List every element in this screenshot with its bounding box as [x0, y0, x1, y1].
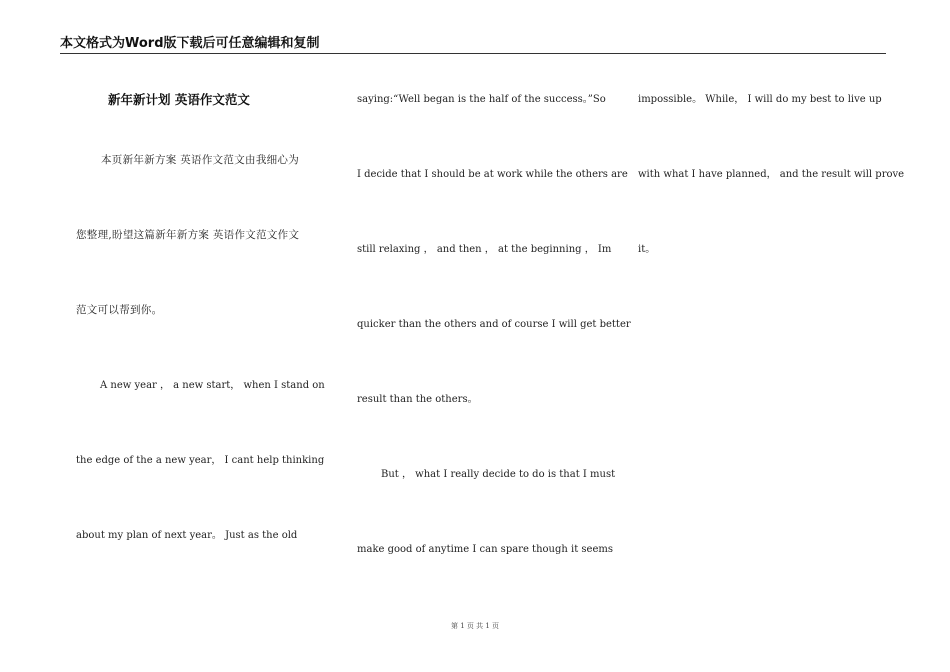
paragraph-line: result than the others。 — [357, 394, 478, 405]
document-header — [60, 36, 886, 54]
paragraph-line: 您整理,盼望这篇新年新方案 英语作文范文作文 — [76, 229, 300, 241]
paragraph-line: make good of anytime I can spare though it seems — [357, 544, 613, 555]
paragraph-line: the edge of the a new year， I cant help thinking — [76, 455, 325, 466]
paragraph-line: A new year ， a new start， when I stand on — [100, 380, 325, 391]
paragraph-line: with what I have planned， and the result will prove — [638, 169, 905, 180]
paragraph-line: saying:“Well began is the half of the success。”So — [357, 94, 606, 105]
paragraph-line: it。 — [638, 244, 656, 255]
page-indicator: 第 1 页 共 1 页 — [450, 622, 500, 630]
header-text: 本文格式为Word版下载后可任意编辑和复制 — [60, 36, 320, 51]
article-title: 新年新计划 英语作文范文 — [108, 92, 250, 107]
paragraph-line: 范文可以帮到你。 — [76, 304, 163, 316]
paragraph-line: 本页新年新方案 英语作文范文由我细心为 — [101, 154, 300, 166]
paragraph-line: about my plan of next year。 Just as the old — [76, 530, 298, 541]
paragraph-line: I decide that I should be at work while the others are — [357, 169, 628, 180]
paragraph-line: But ， what I really decide to do is that I must — [381, 469, 616, 480]
paragraph-line: still relaxing ， and then ， at the beginning ， Im — [357, 244, 612, 255]
paragraph-line: impossible。 While， I will do my best to live up — [638, 94, 882, 105]
paragraph-line: quicker than the others and of course I will get better — [357, 319, 631, 330]
